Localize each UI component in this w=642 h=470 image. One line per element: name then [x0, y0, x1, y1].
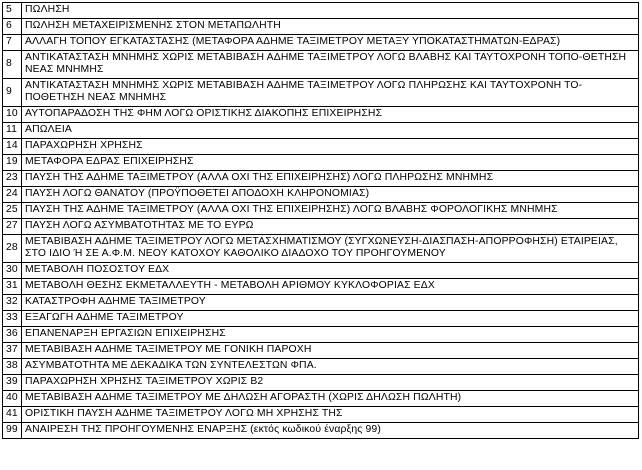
table-row: [3, 187, 639, 203]
code-cell: 23: [3, 171, 22, 187]
code-cell: 37: [3, 343, 22, 359]
description-cell: ΠΑΥΣΗ ΛΟΓΩ ΑΣΥΜΒΑΤΟΤΗΤΑΣ ΜΕ ΤΟ ΕΥΡΩ: [22, 219, 639, 235]
description-cell: ΑΛΛΑΓΗ ΤΟΠΟΥ ΕΓΚΑΤΑΣΤΑΣΗΣ (ΜΕΤΑΦΟΡΑ ΑΔΗΜΕ ΤΑΞΙΜΕΤΡΟΥ ΜΕΤΑΞΥ ΥΠΟΚΑΤΑΣΤΗΜΑΤΩΝ-ΕΔΡΑΣ): [22, 35, 639, 51]
code-cell: 27: [3, 219, 22, 235]
code-cell: 8: [3, 51, 22, 79]
code-cell: 14: [3, 139, 22, 155]
codes-table: [2, 2, 639, 439]
table-row: [3, 171, 639, 187]
description-cell: ΟΡΙΣΤΙΚΗ ΠΑΥΣΗ ΑΔΗΜΕ ΤΑΞΙΜΕΤΡΟΥ ΛΟΓΩ ΜΗ ΧΡΗΣΗΣ ΤΗΣ: [22, 407, 639, 423]
description-cell: ΠΩΛΗΣΗ ΜΕΤΑΧΕΙΡΙΣΜΕΝΗΣ ΣΤΟΝ ΜΕΤΑΠΩΛΗΤΗ: [22, 19, 639, 35]
code-cell: 36: [3, 327, 22, 343]
code-cell: 33: [3, 311, 22, 327]
code-cell: 5: [3, 3, 22, 19]
table-row: [3, 155, 639, 171]
table-row: [3, 123, 639, 139]
table-row: [3, 79, 639, 107]
table-row: [3, 203, 639, 219]
description-cell: ΜΕΤΑΦΟΡΑ ΕΔΡΑΣ ΕΠΙΧΕΙΡΗΣΗΣ: [22, 155, 639, 171]
table-row: [3, 219, 639, 235]
table-row: [3, 235, 639, 263]
description-cell: ΑΝΤΙΚΑΤΑΣΤΑΣΗ ΜΝΗΜΗΣ ΧΩΡΙΣ ΜΕΤΑΒΙΒΑΣΗ ΑΔΗΜΕ ΤΑΞΙΜΕΤΡΟΥ ΛΟΓΩ ΒΛΑΒΗΣ ΚΑΙ ΤΑΥΤΟΧΡΟΝΗ ΤΟΠΟ-ΘΕΤΗΣΗ ΝΕΑΣ ΜΝΗΜΗΣ: [22, 51, 639, 79]
code-cell: 7: [3, 35, 22, 51]
description-cell: ΜΕΤΑΒΟΛΗ ΘΕΣΗΣ ΕΚΜΕΤΑΛΛΕΥΤΗ - ΜΕΤΑΒΟΛΗ ΑΡΙΘΜΟΥ ΚΥΚΛΟΦΟΡΙΑΣ ΕΔΧ: [22, 279, 639, 295]
table-row: [3, 327, 639, 343]
description-cell: ΜΕΤΑΒΙΒΑΣΗ ΑΔΗΜΕ ΤΑΞΙΜΕΤΡΟΥ ΜΕ ΓΟΝΙΚΗ ΠΑΡΟΧΗ: [22, 343, 639, 359]
description-cell: ΠΑΥΣΗ ΤΗΣ ΑΔΗΜΕ ΤΑΞΙΜΕΤΡΟΥ (ΑΛΛΑ ΟΧΙ ΤΗΣ ΕΠΙΧΕΙΡΗΣΗΣ) ΛΟΓΩ ΒΛΑΒΗΣ ΦΟΡΟΛΟΓΙΚΗΣ ΜΝΗΜΗΣ: [22, 203, 639, 219]
code-cell: 41: [3, 407, 22, 423]
code-cell: 38: [3, 359, 22, 375]
code-cell: 19: [3, 155, 22, 171]
description-cell: ΠΑΡΑΧΩΡΗΣΗ ΧΡΗΣΗΣ ΤΑΞΙΜΕΤΡΟΥ ΧΩΡΙΣ Β2: [22, 375, 639, 391]
table-row: [3, 359, 639, 375]
table-row: [3, 51, 639, 79]
table-row: [3, 279, 639, 295]
description-cell: ΑΠΩΛΕΙΑ: [22, 123, 639, 139]
table-row: [3, 391, 639, 407]
table-row: [3, 263, 639, 279]
description-cell: ΠΩΛΗΣΗ: [22, 3, 639, 19]
code-cell: 6: [3, 19, 22, 35]
code-cell: 40: [3, 391, 22, 407]
description-cell: ΕΞΑΓΩΓΗ ΑΔΗΜΕ ΤΑΞΙΜΕΤΡΟΥ: [22, 311, 639, 327]
description-cell: ΚΑΤΑΣΤΡΟΦΗ ΑΔΗΜΕ ΤΑΞΙΜΕΤΡΟΥ: [22, 295, 639, 311]
code-cell: 28: [3, 235, 22, 263]
code-cell: 99: [3, 423, 22, 439]
table-row: [3, 295, 639, 311]
table-row: [3, 343, 639, 359]
code-cell: 39: [3, 375, 22, 391]
code-cell: 31: [3, 279, 22, 295]
description-cell: ΜΕΤΑΒΙΒΑΣΗ ΑΔΗΜΕ ΤΑΞΙΜΕΤΡΟΥ ΛΟΓΩ ΜΕΤΑΣΧΗΜΑΤΙΣΜΟΥ (ΣΥΓΧΩΝΕΥΣΗ-ΔΙΑΣΠΑΣΗ-ΑΠΟΡΡΟΦΗΣΗ) ΕΤΑΙΡΕΙΑΣ, ΣΤΟ ΙΔΙΟ Ή ΣΕ Α.Φ.Μ. ΝΕΟΥ ΚΑΤΟΧΟΥ ΚΑΘΟΛΙΚΟ ΔΙΑΔΟΧΟ ΤΟΥ ΠΡΟΗΓΟΥΜΕΝΟΥ: [22, 235, 639, 263]
table-row: [3, 19, 639, 35]
code-cell: 25: [3, 203, 22, 219]
code-cell: 32: [3, 295, 22, 311]
description-cell: ΜΕΤΑΒΟΛΗ ΠΟΣΟΣΤΟΥ ΕΔΧ: [22, 263, 639, 279]
table-row: [3, 407, 639, 423]
description-cell: ΜΕΤΑΒΙΒΑΣΗ ΑΔΗΜΕ ΤΑΞΙΜΕΤΡΟΥ ΜΕ ΔΗΛΩΣΗ ΑΓΟΡΑΣΤΗ (ΧΩΡΙΣ ΔΗΛΩΣΗ ΠΩΛΗΤΗ): [22, 391, 639, 407]
table-row: [3, 3, 639, 19]
table-row: [3, 139, 639, 155]
table-row: [3, 423, 639, 439]
code-cell: 9: [3, 79, 22, 107]
table-row: [3, 375, 639, 391]
code-cell: 10: [3, 107, 22, 123]
table-row: [3, 35, 639, 51]
code-cell: 11: [3, 123, 22, 139]
description-cell: ΕΠΑΝΕΝΑΡΞΗ ΕΡΓΑΣΙΩΝ ΕΠΙΧΕΙΡΗΣΗΣ: [22, 327, 639, 343]
description-cell: ΑΥΤΟΠΑΡΑΔΟΣΗ ΤΗΣ ΦΗΜ ΛΟΓΩ ΟΡΙΣΤΙΚΗΣ ΔΙΑΚΟΠΗΣ ΕΠΙΧΕΙΡΗΣΗΣ: [22, 107, 639, 123]
code-cell: 24: [3, 187, 22, 203]
description-cell: ΠΑΥΣΗ ΤΗΣ ΑΔΗΜΕ ΤΑΞΙΜΕΤΡΟΥ (ΑΛΛΑ ΟΧΙ ΤΗΣ ΕΠΙΧΕΙΡΗΣΗΣ) ΛΟΓΩ ΠΛΗΡΩΣΗΣ ΜΝΗΜΗΣ: [22, 171, 639, 187]
description-cell: ΑΣΥΜΒΑΤΟΤΗΤΑ ΜΕ ΔΕΚΑΔΙΚΑ ΤΩΝ ΣΥΝΤΕΛΕΣΤΩΝ ΦΠΑ.: [22, 359, 639, 375]
description-cell: ΠΑΡΑΧΩΡΗΣΗ ΧΡΗΣΗΣ: [22, 139, 639, 155]
table-row: [3, 311, 639, 327]
table-row: [3, 107, 639, 123]
description-cell: ΠΑΥΣΗ ΛΟΓΩ ΘΑΝΑΤΟΥ (ΠΡΟΫΠΟΘΕΤΕΙ ΑΠΟΔΟΧΗ ΚΛΗΡΟΝΟΜΙΑΣ): [22, 187, 639, 203]
description-cell: ΑΝΤΙΚΑΤΑΣΤΑΣΗ ΜΝΗΜΗΣ ΧΩΡΙΣ ΜΕΤΑΒΙΒΑΣΗ ΑΔΗΜΕ ΤΑΞΙΜΕΤΡΟΥ ΛΟΓΩ ΠΛΗΡΩΣΗΣ ΚΑΙ ΤΑΥΤΟΧΡΟΝΗ ΤΟ-ΠΟΘΕΤΗΣΗ ΝΕΑΣ ΜΝΗΜΗΣ: [22, 79, 639, 107]
code-cell: 30: [3, 263, 22, 279]
description-cell: ΑΝΑΙΡΕΣΗ ΤΗΣ ΠΡΟΗΓΟΥΜΕΝΗΣ ΕΝΑΡΞΗΣ (εκτός κωδικού έναρξης 99): [22, 423, 639, 439]
